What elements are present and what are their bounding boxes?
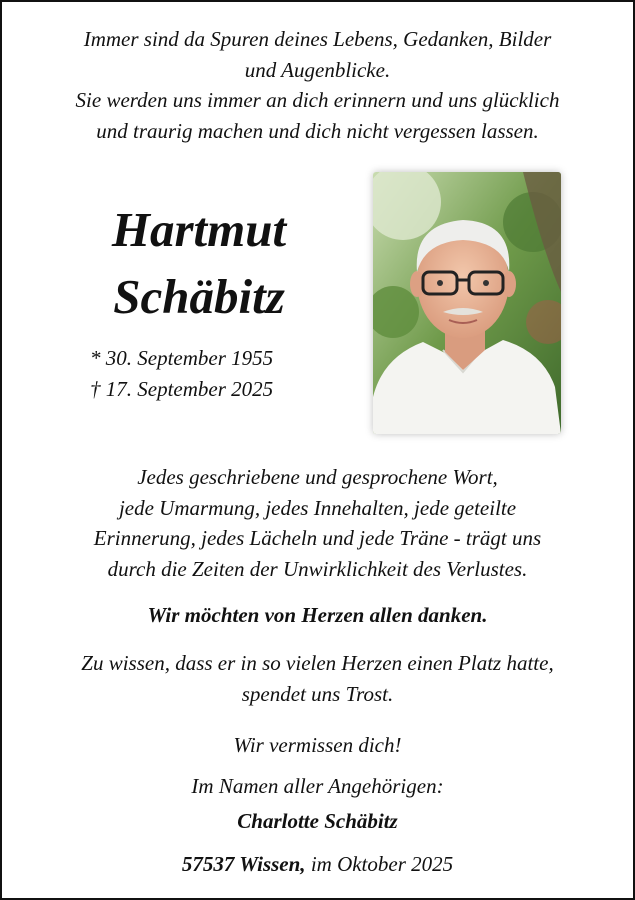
comfort-line: spendet uns Trost. [241, 681, 394, 706]
message-line: jede Umarmung, jedes Innehalten, jede geteilte [118, 495, 517, 520]
deceased-first-name: Hartmut [111, 202, 287, 257]
miss-you-line: Wir vermissen dich! [233, 733, 402, 757]
message-line: Jedes geschriebene und gesprochene Wort, [137, 465, 498, 489]
verse-line: und Augenblicke. [244, 57, 391, 82]
birth-date: * 30. September 1955 [90, 346, 274, 370]
message-line: Erinnerung, jedes Lächeln und jede Träne - trägt uns [93, 526, 542, 550]
deceased-last-name: Schäbitz [113, 269, 285, 324]
thanks-line: Wir möchten von Herzen allen danken. [147, 603, 488, 627]
place-and-date [0, 852, 635, 877]
verse-line: Sie werden uns immer an dich erinnern und uns glücklich [75, 88, 560, 112]
place: 57537 Wissen, [181, 852, 306, 876]
opening-verse [0, 24, 635, 146]
comfort-paragraph [0, 648, 635, 709]
portrait-illustration [373, 172, 561, 434]
comfort-line: Zu wissen, dass er in so vielen Herzen einen Platz hatte, [81, 651, 554, 675]
on-behalf-line: Im Namen aller Angehörigen: [191, 774, 444, 798]
message-paragraph [0, 462, 635, 584]
date: im Oktober 2025 [310, 852, 454, 876]
signer-name: Charlotte Schäbitz [237, 809, 398, 833]
message-line: durch die Zeiten der Unwirklichkeit des Verlustes. [107, 556, 528, 581]
death-date: † 17. September 2025 [90, 377, 274, 401]
verse-line: und traurig machen und dich nicht vergessen lassen. [96, 118, 539, 143]
portrait-photo [373, 172, 561, 434]
life-dates [90, 343, 273, 405]
verse-line: Immer sind da Spuren deines Lebens, Gedanken, Bilder [83, 27, 552, 51]
